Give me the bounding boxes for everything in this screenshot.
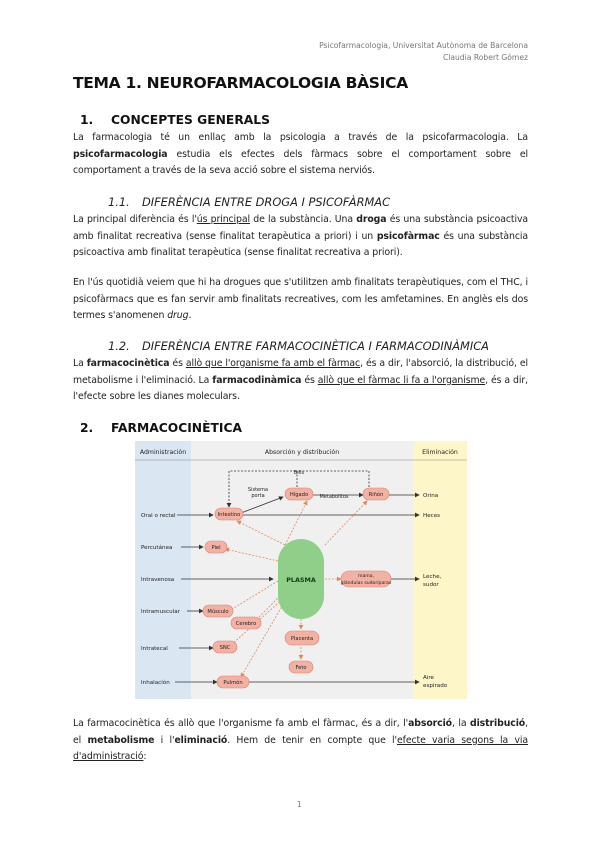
sistema-label: Sistema: [247, 487, 269, 493]
output-sudor: sudor: [423, 582, 439, 588]
route-intravenosa: Intravenosa: [141, 577, 175, 583]
section-1-1-paragraph-2: En l'ús quotidià veiem que hi ha drogues que s'utilitzen amb finalitats terapèutiques, com el THC, i psicofàrmacs que es fan servir amb finalitats recreatives, com les amfetamines. En anglès els dos termes s'anomenen drug.: [73, 277, 528, 321]
section-1-2-number: 1.2.: [108, 339, 130, 353]
rinon-label: Riñón: [368, 492, 384, 498]
col-admin-label: Administración: [139, 449, 187, 456]
section-1-title: CONCEPTES GENERALS: [111, 113, 270, 127]
section-1-2-heading: [108, 339, 489, 353]
page-number: 1: [297, 800, 302, 809]
route-inhalacion: Inhalación: [141, 680, 170, 686]
musculo-label: Músculo: [207, 609, 229, 615]
output-heces: Heces: [423, 513, 441, 519]
output-aire: Aire: [423, 675, 434, 681]
section-1-1-number: 1.1.: [108, 195, 130, 209]
col-elim-label: Eliminación: [422, 449, 458, 456]
section-1-number: 1.: [80, 113, 94, 127]
mama-label-2: glándulas sudoríparas: [340, 581, 392, 586]
route-intramuscular: Intramuscular: [141, 609, 180, 615]
output-leche: Leche,: [423, 574, 442, 580]
piel-label: Piel: [211, 545, 221, 551]
section-1-2-title: DIFERÈNCIA ENTRE FARMACOCINÈTICA I FARMACODINÀMICA: [142, 339, 489, 353]
output-espirado: espirado: [423, 683, 448, 689]
higado-label: Hígado: [289, 492, 309, 498]
mama-label-1: mama,: [357, 574, 375, 579]
section-2-title: FARMACOCINÈTICA: [111, 421, 243, 435]
section-1-paragraph: La farmacologia té un enllaç amb la psicologia a través de la psicofarmacologia. La psicofarmacologia estudia els efectes dels fàrmacs sobre el comportament sobre el comportament a través de la seva acció sobre el sistema nerviós.: [73, 132, 528, 176]
section-1-1-paragraph-1: La principal diferència és l'ús principal de la substància. Una droga és una substància psicoactiva amb finalitat recreativa (sense finalitat terapèutica a priori) i un psicofàrmac és una substància psicoactiva amb finalitat terapèutica (sense finalitat recreativa a priori).: [73, 214, 529, 258]
section-1-2-paragraph: La farmacocinètica és allò que l'organisme fa amb el fàrmac, és a dir, l'absorció, la distribució, el metabolisme i l'eliminació. La farmacodinàmica és allò que el fàrmac li fa a l'organisme, és a dir, l'efecte sobre les dianes moleculars.: [73, 358, 528, 402]
elimination-column: [413, 441, 467, 699]
intestino-label: Intestino: [217, 512, 241, 518]
plasma-label: PLASMA: [286, 576, 316, 584]
admin-column: [135, 441, 191, 699]
feto-label: Feto: [295, 665, 307, 671]
section-2-paragraph: La farmacocinètica és allò que l'organisme fa amb el fàrmac, és a dir, l'absorció, la distribució, el metabolisme i l'eliminació. Hem de tenir en compte que l'efecte varia segons la via d'administració:: [73, 718, 529, 762]
section-1-heading: [80, 113, 270, 127]
pulmon-label: Pulmón: [223, 680, 243, 686]
output-orina: Orina: [423, 493, 439, 499]
header-author: Claudia Robert Gómez: [442, 53, 528, 62]
section-1-1-heading: [108, 195, 390, 209]
snc-label: SNC: [219, 645, 231, 651]
section-2-number: 2.: [80, 421, 94, 435]
section-2-heading: [80, 421, 242, 435]
header-course: Psicofarmacologia, Universitat Autònoma de Barcelona: [319, 41, 528, 50]
metabolitos-label: Metabolitos: [319, 494, 349, 500]
route-percutanea: Percutánea: [141, 545, 173, 551]
cerebro-label: Cerebro: [235, 621, 257, 627]
placenta-label: Placenta: [290, 636, 314, 642]
document-title: TEMA 1. NEUROFARMACOLOGIA BÀSICA: [73, 74, 408, 92]
bilis-label: Bilis: [293, 470, 305, 476]
page-header: [319, 40, 528, 64]
route-oral: Oral o rectal: [141, 513, 176, 519]
route-intratecal: Intratecal: [141, 646, 168, 652]
col-abs-label: Absorción y distribución: [264, 449, 340, 456]
pharmacokinetics-diagram: [135, 441, 467, 699]
section-1-1-title: DIFERÈNCIA ENTRE DROGA I PSICOFÀRMAC: [142, 195, 391, 209]
porta-label: porta: [251, 493, 265, 499]
